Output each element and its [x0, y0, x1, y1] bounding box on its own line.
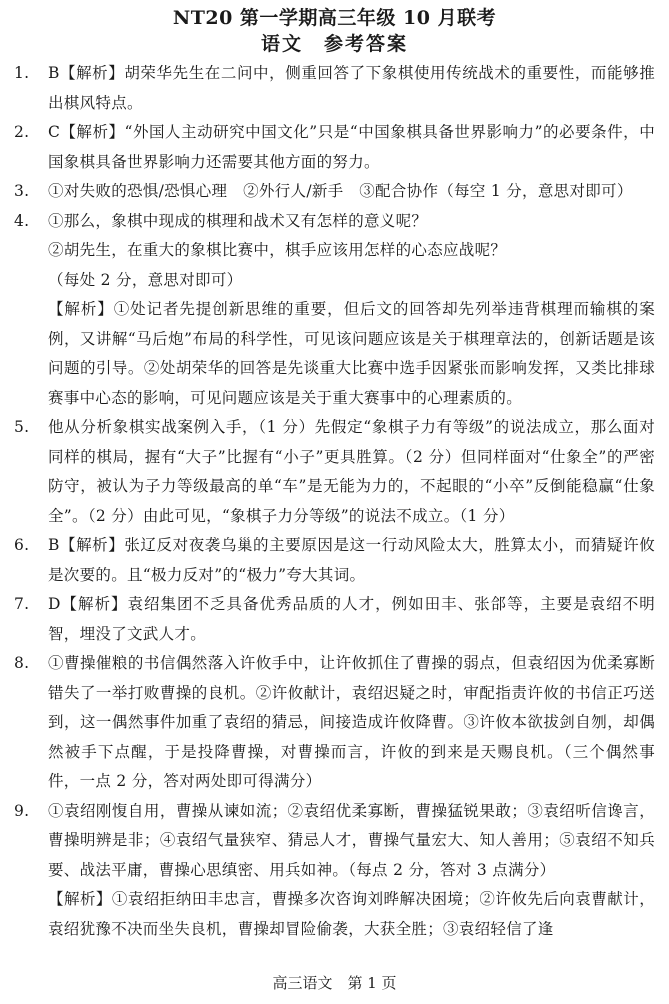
answer-content [48, 177, 655, 207]
answer-list-continued [14, 413, 655, 885]
answer-content [48, 118, 655, 177]
answer-number: 4. [14, 211, 30, 230]
answer-text: ①对失败的恐惧/恐惧心理 ②外行人/新手 ③配合协作（每空 1 分，意思对即可） [48, 182, 633, 200]
answer-item [14, 531, 655, 590]
answer-number: 8. [14, 654, 30, 672]
answer-text: ②胡先生，在重大的象棋比赛中，棋手应该用怎样的心态应战呢？ [48, 241, 507, 259]
answer-text: C【解析】“外国人主动研究中国文化”只是“中国象棋具备世界影响力”的必要条件，中国象棋具备世界影响力还需要其他方面的努力。 [48, 123, 655, 171]
answer-content [48, 797, 655, 886]
answer-number: 9. [14, 801, 30, 820]
answer-list [14, 59, 655, 295]
answer-text: ①袁绍刚愎自用，曹操从谏如流；②袁绍优柔寡断，曹操猛锐果敢；③袁绍听信谗言，曹操明辨是非；④袁绍气量狭窄、猜忌人才，曹操气量宏大、知人善用；⑤袁绍不知兵要、战法平庸，曹操心思缜密、用兵如神。（每点 2 分，答对 3 点满分） [48, 801, 655, 879]
answer-text: B【解析】张辽反对夜袭乌巢的主要原因是这一行动风险太大，胜算太小，而猜疑许攸是次要的。且“极力反对”的“极力”夸大其词。 [48, 536, 655, 584]
answer-text: D【解析】袁绍集团不乏具备优秀品质的人才，例如田丰、张郃等，主要是袁绍不明智，埋没了文武人才。 [48, 595, 655, 643]
answer-text: ①那么，象棋中现成的棋理和战术又有怎样的意义呢？ [48, 211, 428, 230]
answer-number: 6. [14, 536, 30, 554]
answer-item [14, 649, 655, 797]
answer-item [14, 177, 655, 207]
answer-4-analysis: 【解析】①处记者先提创新思维的重要，但后文的回答却先列举违背棋理而输棋的案例，又讲解“马后炮”布局的科学性，可见该问题应该是关于棋理章法的，创新话题是该问题的引导。②处胡荣华的回答是先谈重大比赛中选手因紧张而影响发挥，又类比排球赛事中心态的影响，可见问题应该是关于重大赛事中的心理素质的。 [48, 300, 655, 407]
page-footer: 高三语文 第 1 页 [272, 974, 397, 992]
answer-text: （每处 2 分，意思对即可） [48, 270, 243, 289]
answer-number: 1. [14, 64, 30, 82]
answer-text: 他从分析象棋实战案例入手，（1 分）先假定“象棋子力有等级”的说法成立，那么面对同样的棋局，握有“大子”比握有“小子”更具胜算。（2 分）但同样面对“仕象全”的严密防守，被认为子力等级最高的单“车”是无能为力的，不起眼的“小卒”反倒能稳赢“仕象全”。（2 分）由此可见，“象棋子力分等级”的说法不成立。（1 分） [48, 418, 655, 525]
answer-content [48, 413, 655, 531]
answer-content [48, 531, 655, 590]
answer-number: 7. [14, 595, 30, 613]
answer-content [48, 207, 655, 296]
answer-content [48, 590, 655, 649]
answer-item [14, 413, 655, 531]
answer-item [14, 59, 655, 118]
answer-9-analysis: 【解析】①袁绍拒纳田丰忠言，曹操多次咨询刘晔解决困境；②许攸先后向袁曹献计，袁绍犹豫不决而坐失良机，曹操却冒险偷袭，大获全胜；③袁绍轻信了逢 [48, 890, 655, 938]
answer-content [48, 649, 655, 797]
answer-text: ①曹操催粮的书信偶然落入许攸手中，让许攸抓住了曹操的弱点，但袁绍因为优柔寡断错失了一举打败曹操的良机。②许攸献计，袁绍迟疑之时，审配指责许攸的书信正巧送到，这一偶然事件加重了袁绍的猜忌，间接造成许攸降曹。③许攸本欲拔剑自刎，却偶然被手下点醒，于是投降曹操，对曹操而言，许攸的到来是天赐良机。（三个偶然事件，一点 2 分，答对两处即可得满分） [48, 654, 655, 790]
answer-content [48, 59, 655, 118]
answer-number: 5. [14, 418, 30, 436]
answer-text: B【解析】胡荣华先生在二问中，侧重回答了下象棋使用传统战术的重要性，而能够推出棋风特点。 [48, 64, 655, 112]
answer-number: 3. [14, 182, 30, 200]
answer-item [14, 797, 655, 886]
answer-item [14, 590, 655, 649]
answer-number: 2. [14, 123, 30, 141]
page-title: NT20 第一学期高三年级 10 月联考 [172, 7, 497, 29]
page-subtitle: 语文 参考答案 [260, 33, 408, 55]
answer-item [14, 207, 655, 296]
answer-item [14, 118, 655, 177]
